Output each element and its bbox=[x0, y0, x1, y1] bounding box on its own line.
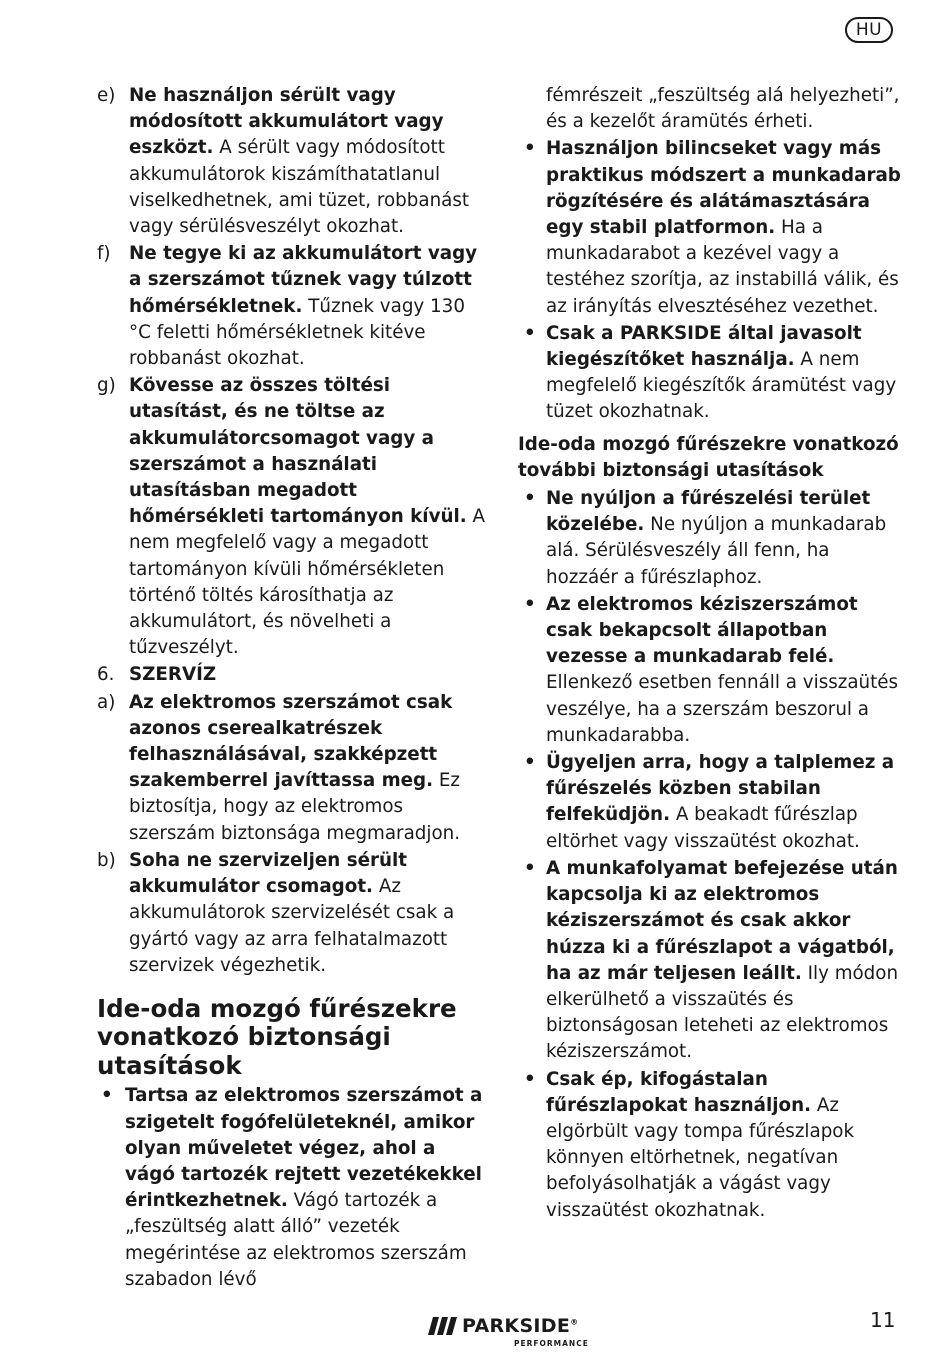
item-body bbox=[546, 136, 903, 319]
item-body bbox=[129, 241, 487, 372]
section-6 bbox=[97, 662, 487, 688]
bullet-marker: • bbox=[524, 138, 536, 160]
item-text: Ily módon elkerülhető a visszaütés és biztonságosan leteheti az elektromos kéziszerszámot. bbox=[546, 962, 899, 1063]
item-text: Ellenkező esetben fennáll a visszaütés veszélye, ha a szerszám beszorul a munkadarabba. bbox=[546, 672, 899, 746]
item-body bbox=[546, 486, 903, 591]
list-item-f bbox=[97, 241, 487, 372]
brand-mark: ® bbox=[570, 1317, 579, 1327]
item-body bbox=[546, 1067, 903, 1224]
item-bold-text: Ne tegye ki az akkumulátort vagy a szerszámot tűznek vagy túlzott hőmérsékletnek. bbox=[129, 243, 478, 317]
language-badge bbox=[845, 17, 893, 43]
section-title: SZERVÍZ bbox=[129, 664, 217, 686]
item-marker: 6. bbox=[97, 664, 115, 686]
item-bold-text: A munkafolyamat befejezése után kapcsolja ki az elektromos kéziszerszámot és csak akkor húzza ki a fűrészlapot a vágatból, ha az már teljesen leállt. bbox=[546, 857, 898, 984]
item-text: Ez biztosítja, hogy az elektromos szerszám biztonsága megmaradjon. bbox=[129, 770, 461, 844]
item-marker: a) bbox=[97, 691, 116, 713]
item-body bbox=[129, 848, 487, 979]
item-marker: f) bbox=[97, 243, 111, 265]
item-body bbox=[546, 750, 903, 855]
bullet-marker: • bbox=[524, 1068, 536, 1090]
item-bold-text: Soha ne szervizeljen sérült akkumulátor csomagot. bbox=[129, 849, 408, 898]
item-body bbox=[546, 321, 903, 426]
right-column bbox=[518, 83, 903, 1225]
list-item-b bbox=[97, 848, 487, 979]
item-bold-text: Ne használjon sérült vagy módosított akkumulátort vagy eszközt. bbox=[129, 85, 444, 159]
logo-subtitle: PERFORMANCE bbox=[514, 1339, 589, 1348]
list-item-g bbox=[97, 373, 487, 661]
bullet-marker: • bbox=[524, 593, 536, 615]
bullet-item-3 bbox=[518, 321, 903, 426]
brand-name: PARKSIDE bbox=[462, 1315, 571, 1337]
bullet-item-2 bbox=[518, 136, 903, 319]
item-body bbox=[546, 592, 903, 749]
item-marker: b) bbox=[97, 849, 116, 871]
item-text: fémrészeit „feszültség alá helyezheti”, és a kezelőt áramütés érheti. bbox=[546, 85, 900, 133]
list-item-a bbox=[97, 690, 487, 847]
item-text: A nem megfelelő kiegészítők áramütést vagy tüzet okozhatnak. bbox=[546, 349, 897, 423]
bullet-item-7 bbox=[518, 856, 903, 1066]
bullet-item-8 bbox=[518, 1067, 903, 1224]
item-text: Tűznek vagy 130 °C feletti hőmérsékletnek kitéve robbanást okozhat. bbox=[129, 295, 465, 370]
item-marker: g) bbox=[97, 375, 116, 397]
item-text: Az elgörbült vagy tompa fűrészlapok könnyen eltörhetnek, negatívan befolyásolhatják a vágást vagy visszaütést okozhatnak. bbox=[546, 1094, 855, 1221]
item-text: Ha a munkadarabot a kezével vagy a testéhez szorítja, az instabillá válik, és az irányítás elvesztéséhez vezethet. bbox=[546, 217, 899, 317]
page-number: 11 bbox=[870, 1308, 896, 1332]
item-bold-text: Csak ép, kifogástalan fűrészlapokat használjon. bbox=[546, 1068, 812, 1116]
item-bold-text: Az elektromos szerszámot csak azonos cserealkatrészek felhasználásával, szakképzett szakemberrel javíttassa meg. bbox=[129, 691, 453, 792]
left-column bbox=[97, 83, 487, 1294]
bullet-item-1 bbox=[97, 1083, 487, 1293]
item-bold-text: Használjon bilincseket vagy más praktikus módszert a munkadarab rögzítésére és alátámasztására egy stabil platformon. bbox=[546, 138, 901, 239]
item-bold-text: Tartsa az elektromos szerszámot a szigetelt fogófelületeknél, amikor olyan műveletet végez, ahol a vágó tartozék rejtett vezetékekkel érintkezhetnek. bbox=[125, 1085, 483, 1212]
continuation-text bbox=[518, 83, 903, 135]
bullet-item-5 bbox=[518, 592, 903, 749]
bullet-marker: • bbox=[524, 857, 536, 879]
bullet-marker: • bbox=[524, 752, 536, 774]
item-text: A beakadt fűrészlap eltörhet vagy visszaütést okozhat. bbox=[546, 804, 860, 852]
item-body bbox=[129, 373, 487, 661]
item-text: Az akkumulátorok szervizelését csak a gyártó vagy az arra felhatalmazott szervizek végezhetik. bbox=[129, 876, 455, 976]
item-text: Vágó tartozék a „feszültség alatt álló” vezeték megérintése az elektromos szerszám szabadon lévő bbox=[125, 1190, 467, 1290]
item-bold-text: Kövesse az összes töltési utasítást, és ne töltse az akkumulátorcsomagot vagy a szerszámot a használati utasításban megadott hőmérsékleti tartományon kívül. bbox=[129, 375, 467, 528]
list-item-e bbox=[97, 83, 487, 240]
item-body bbox=[546, 856, 903, 1066]
item-body bbox=[129, 83, 487, 240]
item-bold-text: Az elektromos kéziszerszámot csak bekapcsolt állapotban vezesse a munkadarab felé. bbox=[546, 593, 858, 668]
subsection-heading: Ide-oda mozgó fűrészekre vonatkozó további biztonsági utasítások bbox=[518, 433, 899, 481]
language-code: HU bbox=[855, 20, 883, 40]
bullet-item-6 bbox=[518, 750, 903, 855]
bullet-marker: • bbox=[101, 1085, 113, 1107]
item-body bbox=[129, 690, 487, 847]
item-bold-text: Ügyeljen arra, hogy a talplemez a fűrészelés közben stabilan felfeküdjön. bbox=[546, 752, 895, 826]
parkside-logo bbox=[428, 1313, 588, 1353]
item-text: A sérült vagy módosított akkumulátorok kiszámíthatatlanul viselkedhetnek, ami tüzet, robbanást vagy sérülésveszélyt okozhat. bbox=[129, 137, 470, 238]
item-text: Ne nyúljon a munkadarab alá. Sérülésveszély áll fenn, ha hozzáér a fűrészlaphoz. bbox=[546, 514, 887, 588]
item-body bbox=[125, 1083, 487, 1293]
item-bold-text: Ne nyúljon a fűrészelési terület közelébe. bbox=[546, 488, 871, 536]
bullet-marker: • bbox=[524, 488, 536, 510]
section-heading: Ide-oda mozgó fűrészekre vonatkozó biztonsági utasítások bbox=[97, 993, 457, 1080]
item-marker: e) bbox=[97, 85, 116, 106]
item-text: A nem megfelelő vagy a megadott tartományon kívüli hőmérsékleten történő töltés károsíthatja az akkumulátort, és növelheti a tűzveszélyt. bbox=[129, 506, 486, 659]
logo-brand-text bbox=[462, 1315, 578, 1337]
bullet-marker: • bbox=[524, 322, 536, 344]
bullet-item-4 bbox=[518, 486, 903, 591]
item-bold-text: Csak a PARKSIDE által javasolt kiegészítőket használja. bbox=[546, 322, 862, 371]
logo-stripes-icon bbox=[428, 1317, 458, 1335]
